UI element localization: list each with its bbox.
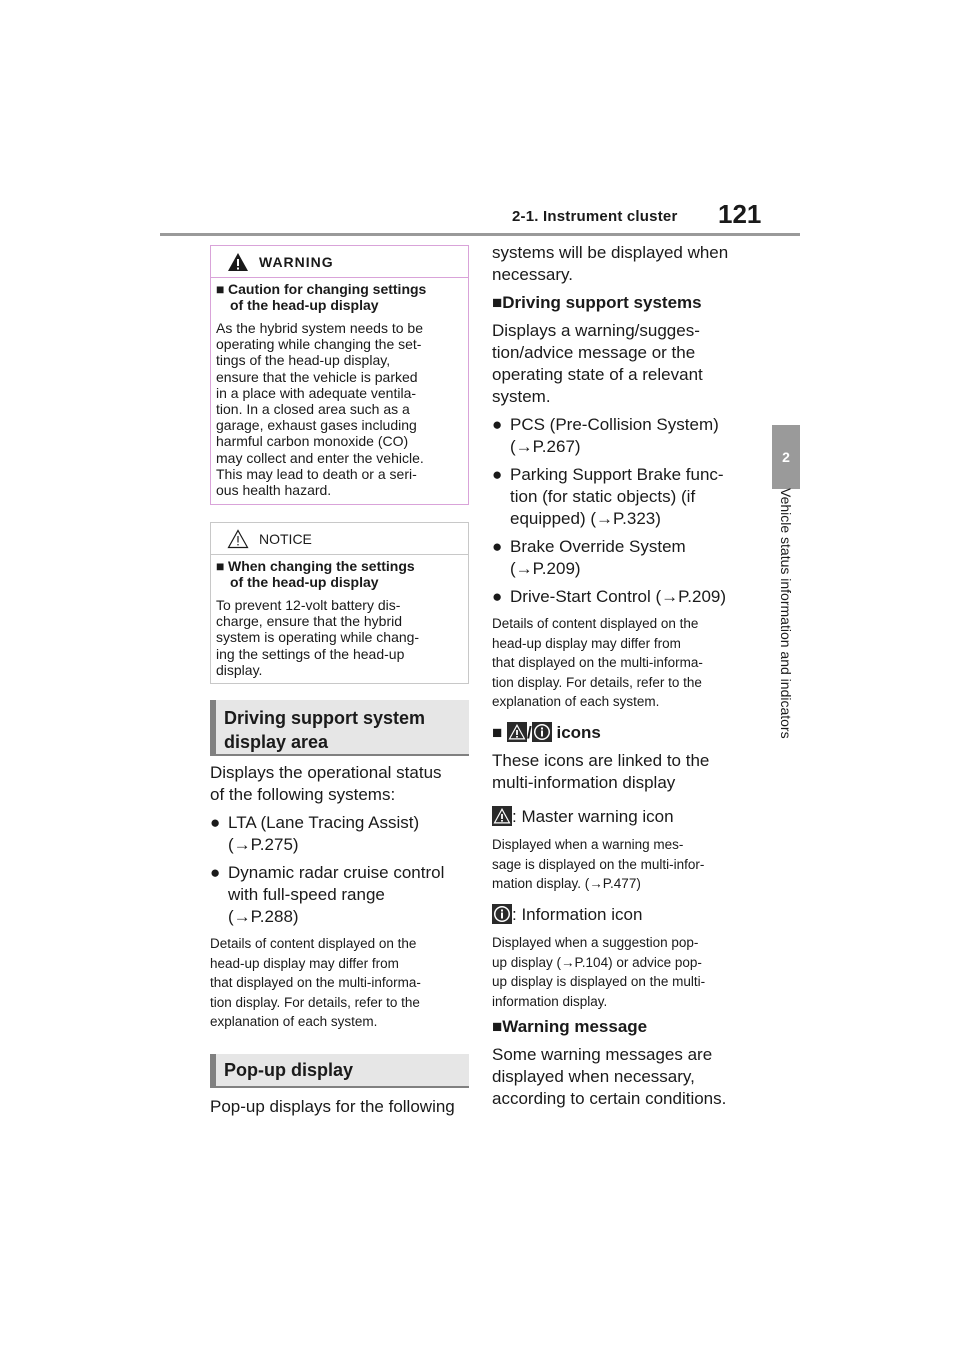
subheading-driving-support-systems: ■Driving support systems	[492, 293, 702, 312]
subheading-warning-message: ■Warning message	[492, 1017, 648, 1036]
notice-header	[211, 523, 468, 555]
note-text: Details of content displayed on the head-up display may differ from that displayed on the multi-informa- tion display. For details, refer to the explanation of each system.	[492, 616, 703, 709]
chapter-side-text: Vehicle status information and indicators	[778, 488, 794, 739]
notice-body: To prevent 12-volt battery dis- charge, ensure that the hybrid system is operating while chang- ing the settings of the head-up display.	[216, 597, 420, 678]
note-text: Details of content displayed on the head-up display may differ from that displayed on the multi-informa- tion display. For details, refer to the explanation of each system.	[210, 936, 421, 1029]
warning-label: WARNING	[259, 254, 334, 270]
warning-box	[210, 245, 469, 505]
notice-box	[210, 522, 469, 684]
list-item: ● Drive-Start Control (→P.209)	[492, 587, 727, 606]
continued-text: systems will be displayed when necessary.	[492, 243, 729, 284]
master-warning-icon	[507, 722, 527, 742]
section-header-popup: Pop-up display	[210, 1054, 469, 1088]
master-warning-icon	[492, 806, 512, 826]
information-desc: Displayed when a suggestion pop- up display (→P.104) or advice pop- up display is displayed on the multi- information display.	[492, 935, 706, 1009]
notice-triangle-icon	[227, 529, 249, 549]
warning-message-desc: Some warning messages are displayed when necessary, according to certain conditions.	[492, 1045, 727, 1108]
popup-text: Pop-up displays for the following	[210, 1097, 455, 1116]
list-item: ● Dynamic radar cruise control with full-speed range (→P.288)	[210, 863, 445, 926]
notice-label: NOTICE	[259, 531, 312, 547]
subheading-icons: ■ / icons	[492, 723, 601, 742]
header-rule	[160, 233, 800, 236]
master-warning-desc: Displayed when a warning mes- sage is displayed on the multi-infor- mation display. (→P.477)	[492, 837, 705, 891]
chapter-side-title	[780, 488, 794, 808]
section-header-driving-support: Driving support system display area	[210, 700, 469, 756]
warning-title: ■ Caution for changing settings of the head-up display	[216, 281, 427, 313]
intro-text: Displays the operational status of the following systems:	[210, 763, 442, 804]
information-row: : Information icon	[492, 904, 642, 926]
master-warning-row: : Master warning icon	[492, 806, 674, 828]
list-item: ● LTA (Lane Tracing Assist) (→P.275)	[210, 813, 420, 854]
warning-header	[211, 246, 468, 278]
section-title: 2-1. Instrument cluster	[512, 208, 678, 225]
page-number: 121	[718, 199, 762, 229]
notice-title: ■ When changing the settings of the head-up display	[216, 558, 415, 590]
information-icon	[532, 722, 552, 742]
icons-desc: These icons are linked to the multi-information display	[492, 751, 710, 792]
list-item: ● Parking Support Brake func- tion (for static objects) (if equipped) (→P.323)	[492, 465, 724, 528]
chapter-tab: 2	[772, 425, 800, 489]
warning-body: As the hybrid system needs to be operating while changing the set- tings of the head-up display, ensure that the vehicle is parked in a place with adequate ventila- tion. In a closed area such as a garage, exhaust gases including harmful carbon monoxide (CO) may collect and enter the vehicle. This may lead to death or a seri- ous health hazard.	[216, 320, 424, 499]
information-icon	[492, 904, 512, 924]
driving-support-desc: Displays a warning/sugges- tion/advice message or the operating state of a relevant system.	[492, 321, 703, 406]
list-item: ● Brake Override System (→P.209)	[492, 537, 686, 578]
warning-triangle-icon	[227, 252, 249, 272]
list-item: ● PCS (Pre-Collision System) (→P.267)	[492, 415, 719, 456]
